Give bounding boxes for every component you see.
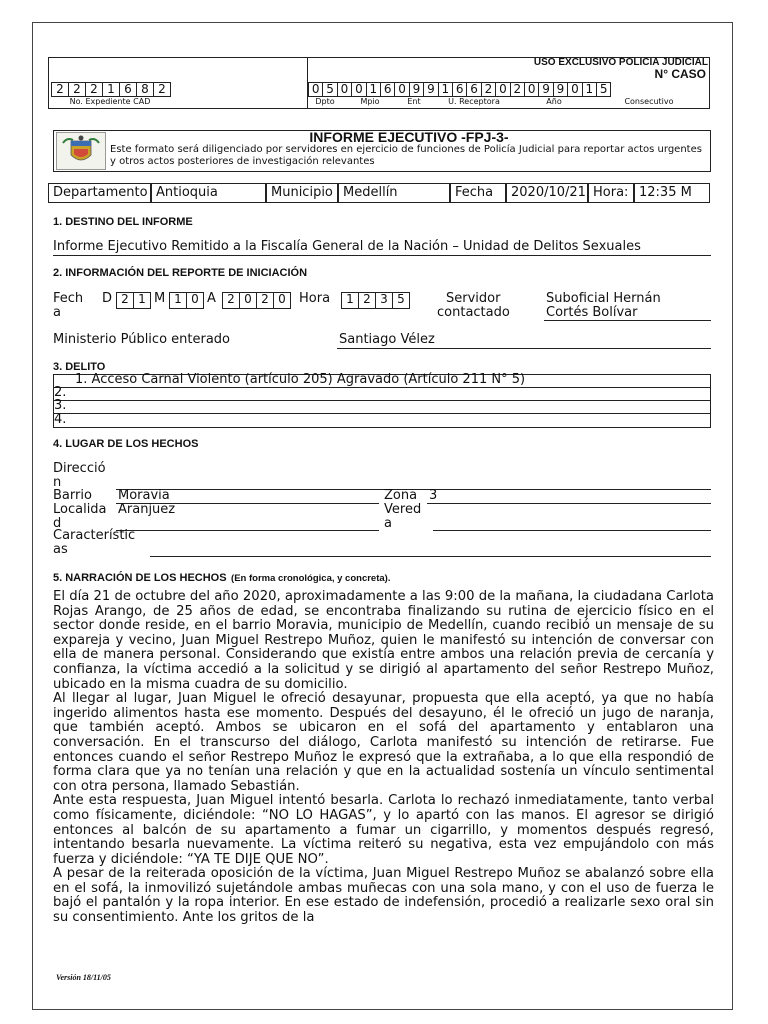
caso-label: N° CASO — [654, 67, 706, 81]
localidad-label-b: d — [53, 516, 62, 531]
narration-paragraph-2: Al llegar al lugar, Juan Miguel le ofreció desayunar, propuesta que ella aceptó, ya que no había ingerido alimentos hasta ese momento. Después del desayuno, él le ofreció un jugo de naranja, que también aceptó. Ambos se ubicaron en el sofá del apartamento y entablaron una conversación. En el transcurso del diálogo, Carlota manifestó su intención de retirarse. Fue entonces cuando el señor Restrepo Muñoz le expresó que la extrañaba, a lo que ella respondió de forma clara que ya no tenían una relación y que en la actualidad sostenía un vínculo sentimental con otra persona, llamado Sebastián. — [53, 691, 714, 794]
caso-digit: 0 — [337, 82, 352, 97]
hour-digit: 3 — [375, 292, 393, 309]
delito-1-text: 1. Acceso Carnal Violento (artículo 205) Agravado (Artículo 211 N° 5) — [75, 372, 526, 387]
fecha-value: 2020/10/21 — [506, 183, 588, 203]
expediente-digit: 6 — [119, 82, 137, 97]
section-4-title: 4. LUGAR DE LOS HECHOS — [53, 438, 199, 450]
delito-4-text: 4. — [54, 412, 67, 427]
caso-digit: 9 — [409, 82, 424, 97]
municipio-label: Municipio — [266, 183, 338, 203]
narration — [53, 590, 714, 926]
departamento-label: Departamento — [48, 183, 151, 203]
ministerio-underline — [337, 348, 711, 349]
caso-digit: 0 — [394, 82, 409, 97]
month-digit: 0 — [186, 292, 204, 309]
zona-underline — [427, 503, 711, 504]
expediente-digit: 2 — [68, 82, 86, 97]
municipio-value: Medellín — [338, 183, 450, 203]
hour-digit: 2 — [358, 292, 376, 309]
departamento-value: Antioquia — [151, 183, 266, 203]
caso-digit: 2 — [510, 82, 525, 97]
caso-digit: 0 — [567, 82, 582, 97]
localidad-underline — [116, 530, 379, 531]
vereda-label-a: Vered — [384, 502, 422, 517]
expediente-digit: 1 — [102, 82, 120, 97]
expediente-digit: 2 — [51, 82, 69, 97]
localidad-label-a: Localida — [53, 502, 107, 517]
uso-exclusivo-label: USO EXCLUSIVO POLICIA JUDICIAL — [533, 57, 708, 68]
expediente-digit: 2 — [153, 82, 171, 97]
servidor-value-b: Cortés Bolívar — [546, 305, 638, 320]
delito-row-1 — [53, 374, 711, 388]
label-receptora: U. Receptora — [448, 97, 500, 106]
expediente-label: No. Expediente CAD — [69, 97, 151, 106]
fecha-label-b: a — [53, 305, 61, 320]
narration-paragraph-3: Ante esta respuesta, Juan Miguel intentó besarla. Carlota lo rechazó inmediatamente, tanto verbal como físicamente, diciéndole: “NO LO HAGAS”, y lo apartó con las manos. El agresor se dirigió entonces al balcón de su apartamento a fumar un cigarrillo, y momentos después regresó, intentando besarla nuevamente. La víctima reiteró su negativa, esta vez empujándolo con más fuerza y diciéndole: “YA TE DIJE QUE NO”. — [53, 793, 714, 867]
caso-digit: 5 — [322, 82, 337, 97]
form-title: INFORME EJECUTIVO -FPJ-3- — [309, 129, 509, 145]
caso-digit: 2 — [481, 82, 496, 97]
label-ent: Ent — [407, 97, 421, 106]
narration-paragraph-4: A pesar de la reiterada oposición de la víctima, Juan Miguel Restrepo Muñoz se abalanzó sobre ella en el sofá, la inmovilizó sujetándole ambas muñecas con una sola mano, y con el uso de fuerza le bajó el pantalón y la ropa interior. En ese estado de indefensión, procedió a realizarle sexo oral sin su consentimiento. Ante los gritos de la — [53, 866, 714, 926]
caracteristicas-label-b: as — [53, 542, 68, 557]
year-digit: 0 — [239, 292, 257, 309]
label-dpto: Dpto — [315, 97, 335, 106]
section-2-title: 2. INFORMACIÓN DEL REPORTE DE INICIACIÓN — [53, 267, 308, 279]
section-5-subtitle: (En forma cronológica, y concreta). — [231, 573, 391, 584]
caso-digit: 6 — [466, 82, 481, 97]
label-consecutivo: Consecutivo — [624, 97, 674, 106]
servidor-label-b: contactado — [437, 305, 510, 320]
month-label: M — [154, 291, 166, 306]
label-mpio: Mpio — [360, 97, 380, 106]
servidor-value-a: Suboficial Hernán — [546, 291, 661, 306]
vereda-underline — [433, 530, 711, 531]
caracteristicas-label-a: Característic — [53, 528, 136, 543]
hora-label-2: Hora — [299, 291, 331, 306]
servidor-underline — [544, 320, 711, 321]
label-ano: Año — [546, 97, 562, 106]
ministerio-label: Ministerio Público enterado — [53, 332, 230, 347]
day-digit: 2 — [116, 292, 134, 309]
year-digit: 2 — [222, 292, 240, 309]
caso-digit: 9 — [538, 82, 553, 97]
direccion-label-b: n — [53, 475, 62, 490]
delito-row-3 — [53, 400, 711, 414]
hora-value: 12:35 M — [634, 183, 710, 203]
delito-2-text: 2. — [54, 385, 67, 400]
coat-of-arms-icon — [56, 132, 106, 170]
hour-digit: 5 — [392, 292, 410, 309]
section-3-title: 3. DELITO — [53, 361, 106, 373]
delito-row-2 — [53, 387, 711, 401]
direccion-label-a: Direcció — [53, 461, 106, 476]
caso-digit: 0 — [351, 82, 366, 97]
barrio-value: Moravia — [118, 488, 170, 503]
barrio-label: Barrio — [53, 488, 92, 503]
year-label: A — [207, 291, 216, 306]
localidad-value: Aranjuez — [118, 502, 176, 517]
version-footer: Versión 18/11/05 — [56, 973, 111, 982]
section-1-title: 1. DESTINO DEL INFORME — [53, 216, 193, 228]
delito-row-4 — [53, 413, 711, 427]
vereda-label-b: a — [384, 516, 392, 531]
ministerio-value: Santiago Vélez — [339, 332, 435, 347]
hour-digit: 1 — [341, 292, 359, 309]
day-label: D — [102, 291, 113, 306]
destino-value: Informe Ejecutivo Remitido a la Fiscalía General de la Nación – Unidad de Delitos Sexuales — [53, 239, 641, 254]
caso-digit: 9 — [553, 82, 568, 97]
narration-paragraph-1: El día 21 de octubre del año 2020, aproximadamente a las 9:00 de la mañana, la ciudadana Carlota Rojas Arango, de 25 años de edad, se encontraba finalizando su rutina de ejercicio físico en el sector donde reside, en el barrio Moravia, municipio de Medellín, cuando recibió un mensaje de su expareja y vecino, Juan Miguel Restrepo Muñoz, quien le manifestó su intención de conversar con ella de manera personal. Considerando que existía entre ambos una relación previa de cercanía y confianza, la víctima accedió a la solicitud y se dirigió al apartamento del señor Restrepo Muñoz, ubicado en la misma cuadra de su domicilio. — [53, 589, 714, 692]
hora-label: Hora: — [588, 183, 634, 203]
destino-underline — [53, 255, 711, 256]
caso-digit: 5 — [596, 82, 611, 97]
caso-digit: 1 — [438, 82, 453, 97]
year-digit: 2 — [256, 292, 274, 309]
caso-digit: 1 — [582, 82, 597, 97]
caso-digit: 1 — [366, 82, 381, 97]
zona-label: Zona — [384, 488, 418, 503]
delito-3-text: 3. — [54, 398, 67, 413]
day-digit: 1 — [133, 292, 151, 309]
zona-value: 3 — [429, 488, 438, 503]
expediente-digit: 2 — [85, 82, 103, 97]
fecha-label-a: Fech — [53, 291, 84, 306]
year-digit: 0 — [273, 292, 291, 309]
caracteristicas-underline — [150, 556, 711, 557]
month-digit: 1 — [169, 292, 187, 309]
expediente-digit: 8 — [136, 82, 154, 97]
caso-digit: 0 — [308, 82, 323, 97]
form-description: Este formato será diligenciado por servidores en ejercicio de funciones de Policía Judicial para reportar actos urgentes y otros actos posteriores de investigación relevantes — [110, 144, 702, 167]
caso-digit: 0 — [524, 82, 539, 97]
servidor-label-a: Servidor — [446, 291, 501, 306]
fecha-label: Fecha — [450, 183, 506, 203]
caso-digit: 0 — [495, 82, 510, 97]
section-5-heading — [53, 568, 390, 586]
caso-digit: 6 — [380, 82, 395, 97]
caso-digit: 9 — [423, 82, 438, 97]
caso-digit: 6 — [452, 82, 467, 97]
section-5-title: 5. NARRACIÓN DE LOS HECHOS — [53, 572, 227, 584]
